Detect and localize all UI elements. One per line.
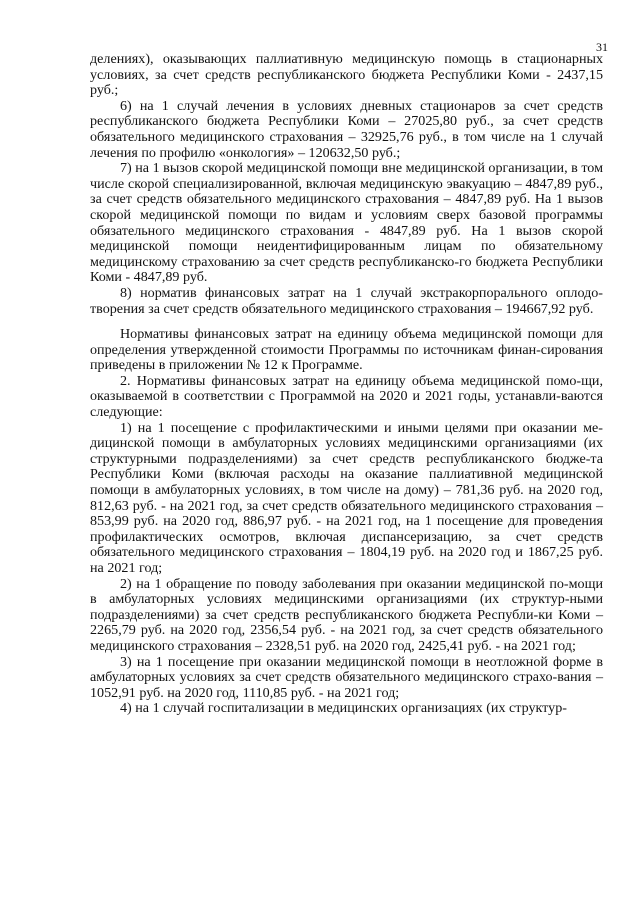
- paragraph-item-2-appeal: 2) на 1 обращение по поводу заболевания при оказании медицинской по-мощи в амбулаторных условиях медицинскими организациями (их структур-ными подразделениями) за счет средств республиканского бюджета Республи-ки Коми – 2265,79 руб. на 2020 год, 2356,54 руб. - на 2021 год, за счет средств обязательного медицинского страхования – 2328,51 руб. на 2020 год, 2425,41 руб. - на 2021 год;: [90, 575, 603, 654]
- page-number: 31: [596, 40, 608, 54]
- paragraph-appendix-reference: Нормативы финансовых затрат на единицу объема медицинской помощи для определения утвержденной стоимости Программы по источникам финан-сирования приведены в приложении № 12 к Программе.: [90, 326, 603, 374]
- paragraph-item-7-ambulance: 7) на 1 вызов скорой медицинской помощи вне медицинской организации, в том числе скорой специализированной, включая медицинскую эвакуацию – 4847,89 руб., за счет средств обязательного медицинского страхования – 4847,89 руб. На 1 вызов скорой медицинской помощи по видам и условиям сверх базовой программы обязательного медицинского страхования - 4847,89 руб. На 1 вызов скорой медицинской помощи неидентифицированным лицам по обязательному медицинскому страхованию за счет средств республиканско-го бюджета Республики Коми - 4847,89 руб.: [90, 160, 603, 286]
- paragraph-section-2-intro: 2. Нормативы финансовых затрат на единицу объема медицинской помо-щи, оказываемой в соответствии с Программой на 2020 и 2021 годы, устанавли-ваются следующие:: [90, 372, 603, 421]
- paragraph-item-1-visit: 1) на 1 посещение с профилактическими и иными целями при оказании ме-дицинской помощи в амбулаторных условиях медицинскими организациями (их структурными подразделениями) за счет средств республиканского бюдже-та Республики Коми (включая расходы на оказание паллиативной медицинской помощи в амбулаторных условиях, в том числе на дому) – 781,36 руб. на 2020 год, 812,63 руб. - на 2021 год, за счет средств обязательного медицинского страхования – 853,99 руб. на 2020 год, 886,97 руб. - на 2021 год, на 1 посещение для проведения профилактических осмотров, включая диспансеризацию, за счет средств обязательного медицинского страхования – 1804,19 руб. на 2020 год и 1867,25 руб. на 2021 год;: [90, 419, 603, 576]
- paragraph-palliative-continuation: делениях), оказывающих паллиативную медицинскую помощь в стационарных условиях, за счет средств республиканского бюджета Республики Коми - 2437,15 руб.;: [90, 51, 603, 99]
- paragraph-item-4-hospitalization: 4) на 1 случай госпитализации в медицинских организациях (их структур-: [120, 700, 567, 717]
- paragraph-item-3-urgent: 3) на 1 посещение при оказании медицинской помощи в неотложной форме в амбулаторных условиях за счет средств обязательного медицинского страхо-вания – 1052,91 руб. на 2020 год, 1110,85 руб. - на 2021 год;: [90, 653, 603, 701]
- document-body: [90, 52, 603, 717]
- paragraph-item-8-ivf: 8) норматив финансовых затрат на 1 случай экстракорпорального оплодо-творения за счет средств обязательного медицинского страхования – 194667,92 руб.: [90, 284, 603, 317]
- paragraph-item-6-day-hospital: 6) на 1 случай лечения в условиях дневных стационаров за счет средств республиканского бюджета Республики Коми – 27025,80 руб., за счет средств обязательного медицинского страхования – 32925,76 руб., в том числе на 1 случай лечения по профилю «онкология» – 120632,50 руб.;: [90, 97, 603, 161]
